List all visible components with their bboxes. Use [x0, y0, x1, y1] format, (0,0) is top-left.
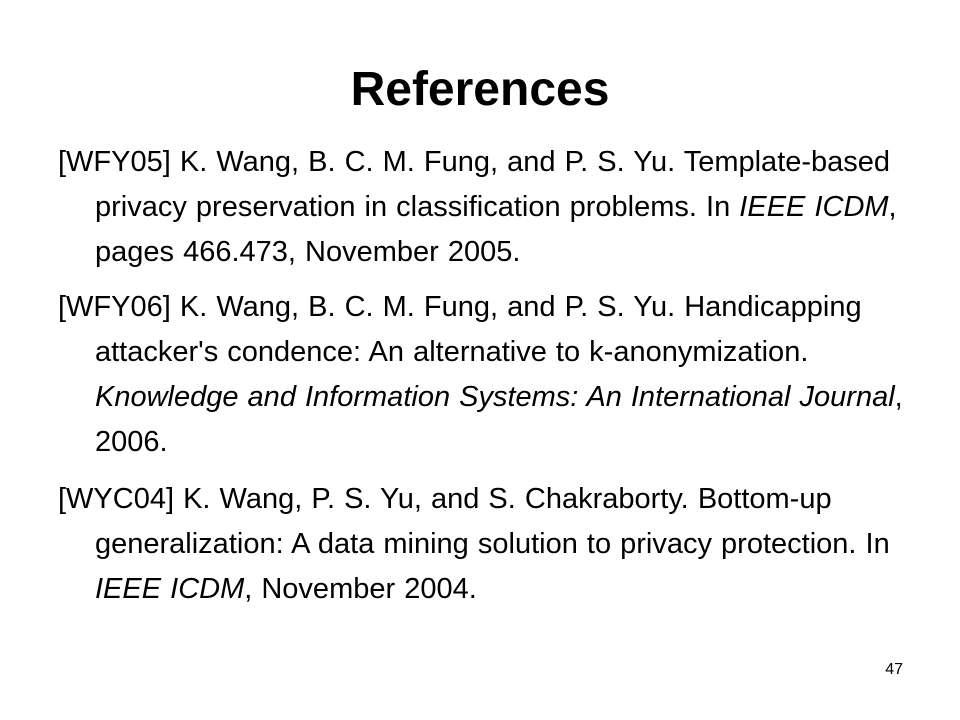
reference-authors: K. Wang, P. S. Yu, and S. Chakraborty.: [183, 483, 689, 515]
reference-title: Bottom-up generalization: A data mining solution to privacy protection.: [95, 483, 857, 560]
reference-key: [WFY06]: [58, 291, 171, 323]
reference-authors: K. Wang, B. C. M. Fung, and P. S. Yu.: [179, 146, 676, 178]
reference-venue: IEEE ICDM: [95, 573, 245, 605]
reference-item: [58, 140, 928, 275]
reference-item: [58, 285, 928, 465]
reference-title: Handicapping attacker's condence: An alternative to k-anonymization.: [95, 291, 862, 368]
reference-details: , November 2004.: [244, 573, 477, 605]
reference-venue-prefix: In: [706, 191, 731, 223]
reference-list: [58, 140, 928, 622]
reference-venue: Knowledge and Information Systems: An International Journal: [95, 381, 895, 413]
reference-title: Template-based privacy preservation in classification problems.: [95, 146, 891, 223]
reference-item: [58, 477, 928, 612]
reference-venue-prefix: In: [865, 528, 890, 560]
reference-authors: K. Wang, B. C. M. Fung, and P. S. Yu.: [179, 291, 676, 323]
reference-details: , 2006.: [95, 381, 903, 458]
reference-key: [WYC04]: [58, 483, 175, 515]
page-number: 47: [885, 661, 903, 678]
slide-title: References: [350, 63, 610, 116]
reference-details: , pages 466.473, November 2005.: [95, 191, 897, 268]
reference-venue: IEEE ICDM: [739, 191, 889, 223]
reference-key: [WFY05]: [58, 146, 171, 178]
